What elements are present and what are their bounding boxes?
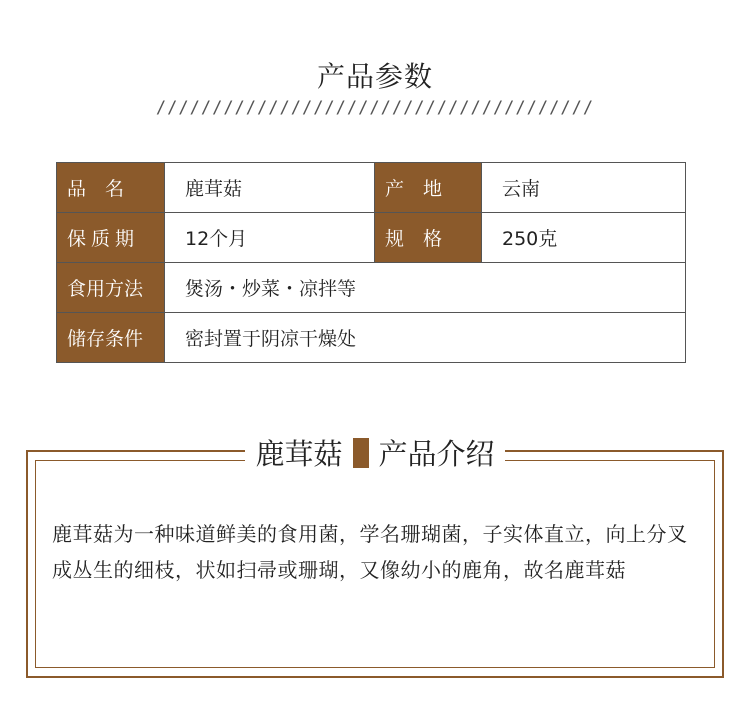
label-text: 品 名 xyxy=(67,178,125,200)
param-label-name xyxy=(57,163,165,213)
param-label-usage: 食用方法 xyxy=(57,263,165,313)
label-text: 规 格 xyxy=(385,228,443,250)
label-text: 产 地 xyxy=(385,178,443,200)
label-text: 保质期 xyxy=(67,228,140,250)
intro-heading-product: 鹿茸菇 xyxy=(255,437,343,471)
param-value-origin: 云南 xyxy=(482,163,686,213)
table-row xyxy=(57,263,686,313)
param-label-shelf-life xyxy=(57,213,165,263)
param-label-origin xyxy=(375,163,482,213)
page-title: 产品参数 xyxy=(316,60,433,93)
heading-separator xyxy=(353,438,369,468)
param-label-storage: 储存条件 xyxy=(57,313,165,363)
table-row xyxy=(57,313,686,363)
param-value-storage: 密封置于阴凉干燥处 xyxy=(165,313,686,363)
param-value-spec: 250克 xyxy=(482,213,686,263)
intro-heading-label: 产品介绍 xyxy=(378,437,495,471)
decorative-slashes: /////////////////////////////////////// xyxy=(155,98,595,118)
intro-heading xyxy=(0,432,750,473)
product-params-table xyxy=(56,162,686,363)
table-row xyxy=(57,213,686,263)
table-row xyxy=(57,163,686,213)
intro-text: 鹿茸菇为一种味道鲜美的食用菌，学名珊瑚菌，子实体直立，向上分叉成丛生的细枝，状如扫帚或珊瑚，又像幼小的鹿角，故名鹿茸菇 xyxy=(52,522,688,582)
param-value-shelf-life: 12个月 xyxy=(165,213,375,263)
param-value-usage: 煲汤・炒菜・凉拌等 xyxy=(165,263,686,313)
param-value-name: 鹿茸菇 xyxy=(165,163,375,213)
param-label-spec xyxy=(375,213,482,263)
